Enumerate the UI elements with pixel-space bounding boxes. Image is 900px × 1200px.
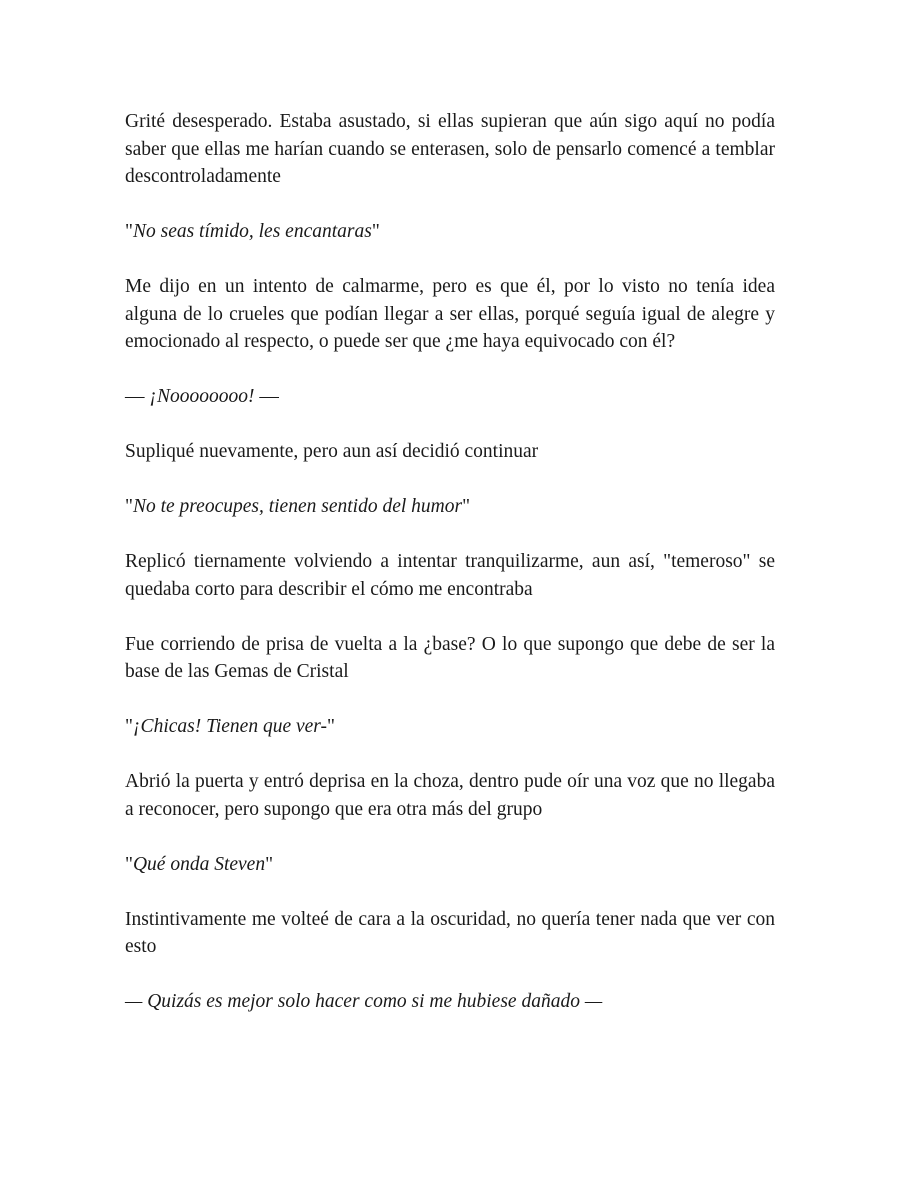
open-quote: " bbox=[125, 716, 133, 737]
narration-paragraph: Fue corriendo de prisa de vuelta a la ¿base? O lo que supongo que debe de ser la base de las Gemas de Cristal bbox=[125, 633, 775, 682]
close-quote: " bbox=[265, 853, 274, 875]
dialogue-line bbox=[125, 383, 775, 411]
dialogue-line bbox=[125, 218, 775, 246]
close-quote: " bbox=[371, 221, 380, 242]
close-quote: " bbox=[462, 496, 471, 517]
narration-paragraph: Grité desesperado. Estaba asustado, si ellas supieran que aún sigo aquí no podía saber que ellas me harían cuando se enterasen, solo de pensarlo comencé a temblar descontroladamente bbox=[125, 111, 775, 187]
dialogue-text: ¡Chicas! Tienen que ver- bbox=[132, 716, 327, 737]
document-page bbox=[125, 108, 775, 1016]
dialogue-line bbox=[125, 851, 775, 879]
narration-paragraph: Instintivamente me volteé de cara a la oscuridad, no quería tener nada que ver con esto bbox=[125, 908, 775, 957]
dialogue-text: No te preocupes, tienen sentido del humor bbox=[132, 496, 463, 517]
narration-paragraph: Replicó tiernamente volviendo a intentar tranquilizarme, aun así, "temeroso" se quedaba corto para describir el cómo me encontraba bbox=[125, 551, 775, 600]
dialogue-line bbox=[125, 493, 775, 521]
narration-paragraph: Abrió la puerta y entró deprisa en la choza, dentro pude oír una voz que no llegaba a reconocer, pero supongo que era otra más del grupo bbox=[125, 771, 775, 820]
narration-paragraph: Me dijo en un intento de calmarme, pero es que él, por lo visto no tenía idea alguna de lo crueles que podían llegar a ser ellas, porqué seguía igual de alegre y emocionado al respecto, o puede ser que ¿me haya equivocado con él? bbox=[125, 276, 775, 352]
open-quote: " bbox=[125, 853, 133, 875]
inner-thought-line: — Quizás es mejor solo hacer como si me hubiese dañado — bbox=[125, 991, 603, 1012]
dialogue-text: ¡Noooooooo! bbox=[149, 386, 255, 407]
close-quote: " bbox=[327, 716, 335, 737]
open-dash: — bbox=[125, 386, 150, 407]
close-dash: — bbox=[254, 386, 279, 407]
narration-paragraph: Supliqué nuevamente, pero aun así decidió continuar bbox=[125, 441, 539, 462]
open-quote: " bbox=[125, 496, 133, 517]
dialogue-text: No seas tímido, les encantaras bbox=[132, 221, 372, 242]
dialogue-line bbox=[125, 713, 775, 741]
open-quote: " bbox=[125, 221, 133, 242]
dialogue-text: Qué onda Steven bbox=[132, 853, 266, 875]
